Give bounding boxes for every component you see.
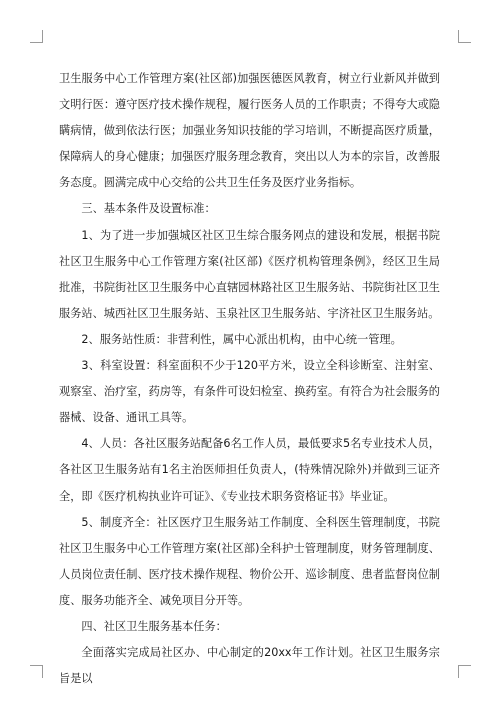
paragraph: 5、制度齐全：社区医疗卫生服务站工作制度、全科医生管理制度，书院社区卫生服务中心工作管理方案(社区部)全科护士管理制度，财务管理制度、人员岗位责任制、医疗技术操作规程、物价公开、巡诊制度、患者监督岗位制度、服务功能齐全、减免项目分开等。 — [59, 515, 440, 607]
crop-mark-top-right — [458, 30, 471, 43]
crop-mark-bottom-left — [30, 665, 43, 678]
section-heading: 三、基本条件及设置标准： — [81, 202, 216, 216]
crop-mark-top-left — [30, 30, 43, 43]
paragraph: 3、科室设置：科室面积不少于120平方米，设立全科诊断室、注射室、观察室、治疗室，药房等，有条件可设妇检室、换药室。有符合为社会服务的器械、设备、通讯工具等。 — [59, 359, 440, 425]
paragraph: 4、人员：各社区服务站配备6名工作人员，最低要求5名专业技术人员，各社区卫生服务站有1名主治医师担任负责人，(特殊情况除外)并做到三证齐全，即《医疗机构执业许可证》、《专业技术职务资格证书》毕业证。 — [59, 437, 440, 503]
paragraph: 1、为了进一步加强城区社区卫生综合服务网点的建设和发展，根据书院社区卫生服务中心工作管理方案(社区部)《医疗机构管理条例》，经区卫生局批准，书院街社区卫生服务中心直辖园林路社区卫生服务站、书院街社区卫生服务站、城西社区卫生服务站、玉泉社区卫生服务站、宇济社区卫生服务站。 — [59, 228, 440, 320]
paragraph: 全面落实完成局社区办、中心制定的20xx年工作计划。社区卫生服务宗旨是以 — [59, 646, 440, 686]
document-body — [59, 66, 440, 692]
paragraph: 卫生服务中心工作管理方案(社区部)加强医德医风教育，树立行业新风并做到文明行医：遵守医疗技术操作规程，履行医务人员的工作职责；不得夸大或隐瞒病情，做到依法行医；加强业务知识技能的学习培训，不断提高医疗质量，保障病人的身心健康；加强医疗服务理念教育，突出以人为本的宗旨，改善服务态度。圆满完成中心交给的公共卫生任务及医疗业务指标。 — [59, 72, 440, 190]
paragraph: 2、服务站性质：非营利性，属中心派出机构，由中心统一管理。 — [81, 332, 402, 346]
crop-mark-bottom-right — [458, 665, 471, 678]
section-heading: 四、社区卫生服务基本任务： — [81, 619, 227, 633]
